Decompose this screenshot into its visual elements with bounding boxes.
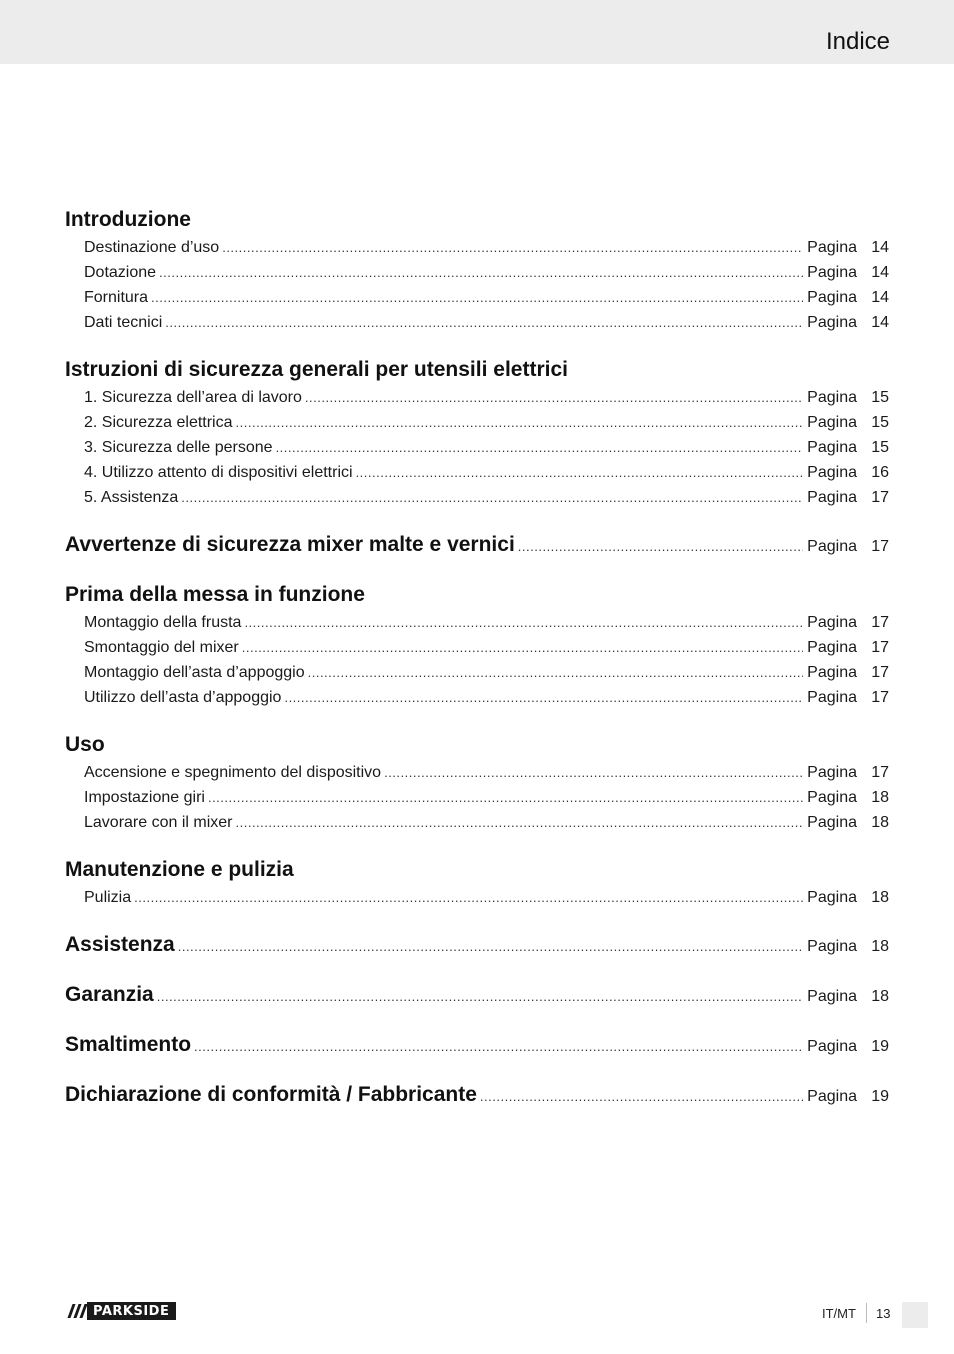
page-word: Pagina	[807, 264, 857, 281]
footer-divider	[866, 1303, 867, 1323]
toc-entry[interactable]	[65, 235, 889, 260]
dot-leader	[165, 310, 803, 335]
toc-entry-garanzia[interactable]	[65, 980, 889, 1010]
page-word: Pagina	[807, 289, 857, 306]
page-number: 17	[871, 664, 889, 681]
toc-entry[interactable]	[65, 285, 889, 310]
section-heading: Garanzia	[65, 983, 154, 1006]
entry-label: Lavorare con il mixer	[84, 814, 233, 831]
page-number: 17	[871, 639, 889, 656]
dot-leader	[242, 635, 803, 660]
section-heading: Prima della messa in funzione	[65, 583, 365, 606]
page-word: Pagina	[807, 789, 857, 806]
toc-entry[interactable]	[65, 685, 889, 710]
dot-leader	[284, 685, 803, 710]
dot-leader	[134, 885, 803, 910]
footer-tab	[902, 1302, 928, 1328]
page-number: 15	[871, 389, 889, 406]
dot-leader	[236, 410, 804, 435]
page-word: Pagina	[807, 614, 857, 631]
page-number: 17	[871, 764, 889, 781]
dot-leader	[356, 460, 804, 485]
page-word: Pagina	[807, 938, 857, 955]
toc-entry[interactable]	[65, 435, 889, 460]
dot-leader	[384, 760, 803, 785]
page-word: Pagina	[807, 314, 857, 331]
page-word: Pagina	[807, 489, 857, 506]
dot-leader	[276, 435, 804, 460]
section-heading: Manutenzione e pulizia	[65, 858, 294, 881]
toc-section-istruzioni-sicurezza	[65, 355, 889, 510]
dot-leader	[236, 810, 804, 835]
section-heading: Introduzione	[65, 208, 191, 231]
toc-entry-smaltimento[interactable]	[65, 1030, 889, 1060]
page-number-footer: 13	[876, 1306, 891, 1321]
page-number: 18	[871, 814, 889, 831]
logo-stripes-icon	[65, 1302, 87, 1320]
dot-leader	[194, 1032, 803, 1062]
parkside-logo	[65, 1302, 176, 1320]
page-number: 15	[871, 414, 889, 431]
page-word: Pagina	[807, 689, 857, 706]
entry-label: 3. Sicurezza delle persone	[84, 439, 273, 456]
entry-label: Montaggio dell’asta d’appoggio	[84, 664, 305, 681]
page-title: Indice	[825, 28, 890, 55]
page-number: 18	[871, 789, 889, 806]
dot-leader	[157, 982, 803, 1012]
header-bar	[0, 0, 954, 64]
toc-entry[interactable]	[65, 785, 889, 810]
page-number: 18	[871, 988, 889, 1005]
toc-entry[interactable]	[65, 310, 889, 335]
section-heading: Dichiarazione di conformità / Fabbricante	[65, 1083, 477, 1106]
page-word: Pagina	[807, 639, 857, 656]
dot-leader	[181, 485, 803, 510]
dot-leader	[159, 260, 803, 285]
dot-leader	[518, 532, 803, 562]
page-word: Pagina	[807, 889, 857, 906]
page-word: Pagina	[807, 814, 857, 831]
page-word: Pagina	[807, 1088, 857, 1105]
page-number: 15	[871, 439, 889, 456]
page-word: Pagina	[807, 439, 857, 456]
entry-label: Pulizia	[84, 889, 132, 906]
page-word: Pagina	[807, 239, 857, 256]
entry-label: Destinazione d’uso	[84, 239, 220, 256]
section-heading: Istruzioni di sicurezza generali per utensili elettrici	[65, 358, 568, 381]
entry-label: Impostazione giri	[84, 789, 205, 806]
toc-entry[interactable]	[65, 410, 889, 435]
page-number: 17	[871, 614, 889, 631]
toc-section-prima-messa-in-funzione	[65, 580, 889, 710]
page-word: Pagina	[807, 414, 857, 431]
page-number: 17	[871, 538, 889, 555]
toc-entry[interactable]	[65, 810, 889, 835]
page-number: 17	[871, 489, 889, 506]
toc-section-manutenzione	[65, 855, 889, 910]
toc-entry-avvertenze[interactable]	[65, 530, 889, 560]
entry-label: Dotazione	[84, 264, 157, 281]
page-number: 14	[871, 289, 889, 306]
toc-entry[interactable]	[65, 385, 889, 410]
dot-leader	[305, 385, 803, 410]
dot-leader	[480, 1082, 803, 1112]
entry-label: Fornitura	[84, 289, 149, 306]
toc-entry[interactable]	[65, 260, 889, 285]
entry-label: Accensione e spegnimento del dispositivo	[84, 764, 382, 781]
toc-entry[interactable]	[65, 460, 889, 485]
page-word: Pagina	[807, 764, 857, 781]
page-number: 18	[871, 889, 889, 906]
page-word: Pagina	[807, 988, 857, 1005]
toc-section-uso	[65, 730, 889, 835]
entry-label: Utilizzo dell’asta d’appoggio	[84, 689, 282, 706]
section-heading: Smaltimento	[65, 1033, 192, 1056]
toc-entry[interactable]	[65, 635, 889, 660]
toc-entry[interactable]	[65, 760, 889, 785]
toc-entry[interactable]	[65, 885, 889, 910]
table-of-contents	[65, 205, 889, 1110]
entry-label: 1. Sicurezza dell’area di lavoro	[84, 389, 302, 406]
dot-leader	[208, 785, 803, 810]
logo-text: PARKSIDE	[93, 1303, 170, 1319]
section-heading: Avvertenze di sicurezza mixer malte e vernici	[65, 533, 515, 556]
page-word: Pagina	[807, 664, 857, 681]
page-number: 14	[871, 239, 889, 256]
page-number: 19	[871, 1038, 889, 1055]
page-word: Pagina	[807, 538, 857, 555]
entry-label: Dati tecnici	[84, 314, 163, 331]
dot-leader	[151, 285, 803, 310]
page-number: 14	[871, 314, 889, 331]
entry-label: 5. Assistenza	[84, 489, 179, 506]
page-number: 17	[871, 689, 889, 706]
entry-label: 4. Utilizzo attento di dispositivi elettrici	[84, 464, 353, 481]
page-number: 14	[871, 264, 889, 281]
page-number: 16	[871, 464, 889, 481]
section-heading: Uso	[65, 733, 105, 756]
dot-leader	[244, 610, 803, 635]
page-word: Pagina	[807, 1038, 857, 1055]
dot-leader	[308, 660, 804, 685]
dot-leader	[178, 932, 803, 962]
entry-label: 2. Sicurezza elettrica	[84, 414, 233, 431]
toc-section-introduzione	[65, 205, 889, 335]
page-word: Pagina	[807, 464, 857, 481]
entry-label: Montaggio della frusta	[84, 614, 242, 631]
page-number: 18	[871, 938, 889, 955]
entry-label: Smontaggio del mixer	[84, 639, 239, 656]
toc-entry-assistenza[interactable]	[65, 930, 889, 960]
section-heading: Assistenza	[65, 933, 175, 956]
page-number: 19	[871, 1088, 889, 1105]
page-word: Pagina	[807, 389, 857, 406]
dot-leader	[222, 235, 803, 260]
toc-entry[interactable]	[65, 485, 889, 510]
toc-entry[interactable]	[65, 660, 889, 685]
toc-entry-dichiarazione[interactable]	[65, 1080, 889, 1110]
toc-entry[interactable]	[65, 610, 889, 635]
language-code: IT/MT	[822, 1306, 856, 1321]
